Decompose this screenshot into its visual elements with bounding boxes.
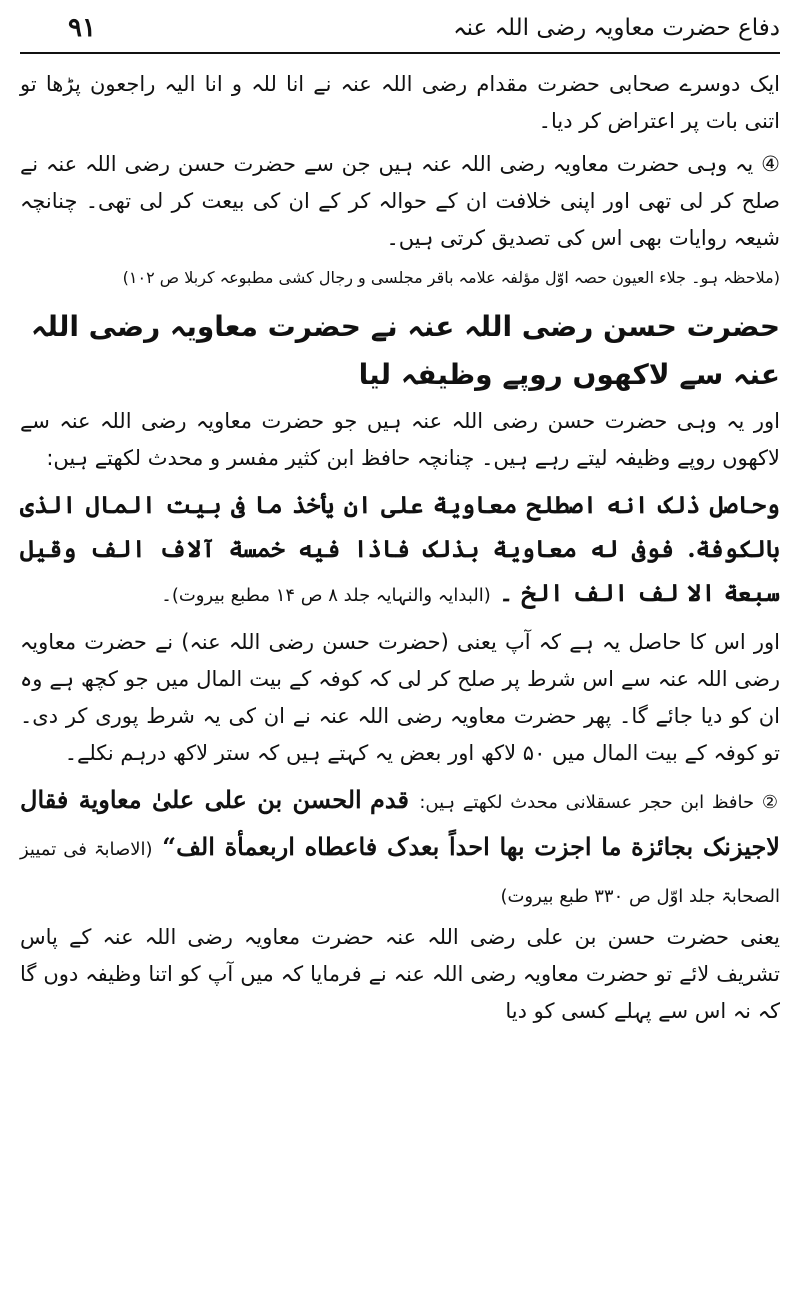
arabic-quote-text: وحاصل ذلک انه اصطلح معاوية على ان يأخذ ما فى بيت المال الذى بالكوفة. فوفى له معاوية بذلک فاذا فيه خمسة آلاف الف وقيل سبعة الا لف الف الخ ۔ — [20, 490, 780, 607]
arabic-quote-ibn-kathir — [20, 483, 780, 618]
running-title: دفاع حضرت معاویہ رضی اللہ عنہ — [453, 15, 780, 41]
section-heading: حضرت حسن رضی اللہ عنہ نے حضرت معاویہ رضی اللہ عنہ سے لاکھوں روپے وظیفہ لیا — [30, 310, 780, 391]
arabic-quote-text-2: قدم الحسن بن على علىٰ معاوية فقال لاجيزنک بجائزة ما اجزت بها احداً بعدک فاعطاه اربعمأة الف“ — [20, 785, 780, 861]
citation-isabah: (الاصابۃ فی تمییز الصحابۃ جلد اوّل ص ۳۳۰ طبع بیروت) — [20, 839, 780, 907]
paragraph-last: یعنی حضرت حسن بن علی رضی اللہ عنہ حضرت معاویہ رضی اللہ عنہ کے پاس تشریف لائے تو حضرت معاویہ رضی اللہ عنہ نے فرمایا کہ میں آپ کو اتنا وظیفہ دوں گا کہ نہ اس سے پہلے کسی کو دیا — [20, 925, 780, 1023]
paragraph-mukaddam: ایک دوسرے صحابی حضرت مقدام رضی اللہ عنہ نے انا للہ و انا الیہ راجعون پڑھا تو اتنی بات پر اعتراض کر دیا۔ — [20, 72, 780, 133]
page-header — [20, 6, 780, 50]
header-rule — [20, 52, 780, 54]
arabic-quote-ibn-hajar — [20, 778, 780, 919]
page-number: ۹۱ — [68, 13, 96, 43]
citation-bidaya: (البدایہ والنہایہ جلد ۸ ص ۱۴ مطبع بیروت)۔ — [161, 585, 491, 606]
intro-ibn-hajar: ② حافظ ابن حجر عسقلانی محدث لکھتے ہیں: — [419, 792, 780, 813]
paragraph-stipend: اور یہ وہی حضرت حسن رضی اللہ عنہ ہیں جو حضرت معاویہ رضی اللہ عنہ سے لاکھوں روپے وظیفہ لیتے رہے ہیں۔ چنانچہ حافظ ابن کثیر مفسر و محدث لکھتے ہیں: — [20, 409, 780, 470]
reference-jila-ul-uyun: (ملاحظہ ہو۔ جلاء العیون حصہ اوّل مؤلفہ علامہ باقر مجلسی و رجال کشی مطبوعہ کربلا ص ۱۰۲) — [122, 268, 780, 287]
paragraph-point-4: ④ یہ وہی حضرت معاویہ رضی اللہ عنہ ہیں جن سے حضرت حسن رضی اللہ عنہ نے صلح کر لی تھی اور اپنی خلافت ان کے حوالہ کر کے ان کی بیعت کر لی تھی۔ چنانچہ شیعہ روایات بھی اس کی تصدیق کرتی ہیں۔ — [20, 152, 780, 250]
paragraph-translation: اور اس کا حاصل یہ ہے کہ آپ یعنی (حضرت حسن رضی اللہ عنہ) نے حضرت معاویہ رضی اللہ عنہ سے اس شرط پر صلح کر لی کہ کوفہ کے بیت المال میں جو کچھ ہے وہ ان کو دیا جائے گا۔ پھر حضرت معاویہ رضی اللہ عنہ نے ان کی یہ شرط پوری کر دی۔ تو کوفہ کے بیت المال میں ۵۰ لاکھ اور بعض یہ کہتے ہیں کہ ستر لاکھ درہم نکلے۔ — [20, 630, 780, 765]
page-body — [20, 66, 780, 1030]
